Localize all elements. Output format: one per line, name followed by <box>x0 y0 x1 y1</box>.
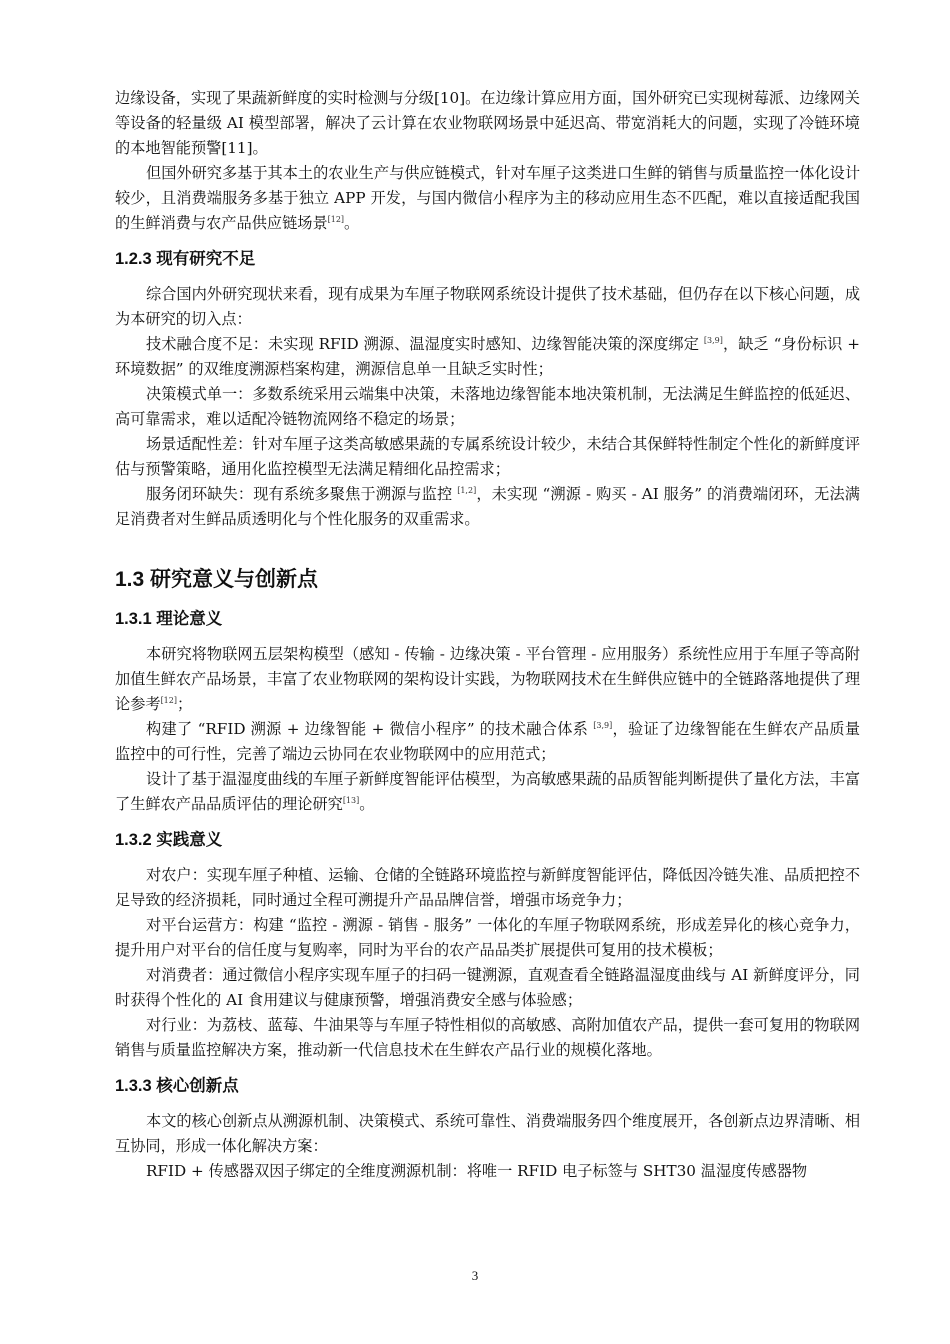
paragraph: 对平台运营方：构建 “监控 - 溯源 - 销售 - 服务” 一体化的车厘子物联网系统，形成差异化的核心竞争力，提升用户对平台的信任度与复购率，同时为平台的农产品品类扩展提供可复用的技术模板； <box>115 916 860 959</box>
paragraph: 构建了 “RFID 溯源 + 边缘智能 + 微信小程序” 的技术融合体系 [3,9]，验证了边缘智能在生鲜农产品质量监控中的可行性，完善了端边云协同在农业物联网中的应用范式； <box>115 720 861 763</box>
section-heading-1-2-3: 1.2.3 现有研究不足 <box>115 250 256 268</box>
section-heading-1-3-1: 1.3.1 理论意义 <box>115 610 223 628</box>
paragraph: 但国外研究多基于其本土的农业生产与供应链模式，针对车厘子这类进口生鲜的销售与质量监控一体化设计较少，且消费端服务多基于独立 APP 开发，与国内微信小程序为主的移动应用生态不匹配，难以直接适配我国的生鲜消费与农产品供应链场景[12]。 <box>115 164 860 232</box>
paragraph: 场景适配性差：针对车厘子这类高敏感果蔬的专属系统设计较少，未结合其保鲜特性制定个性化的新鲜度评估与预警策略，通用化监控模型无法满足精细化品控需求； <box>115 435 860 478</box>
citation: [12] <box>160 696 177 705</box>
paragraph: 综合国内外研究现状来看，现有成果为车厘子物联网系统设计提供了技术基础，但仍存在以下核心问题，成为本研究的切入点： <box>115 285 860 328</box>
citation: [12] <box>327 215 345 224</box>
paragraph: 设计了基于温湿度曲线的车厘子新鲜度智能评估模型，为高敏感果蔬的品质智能判断提供了量化方法，丰富了生鲜农产品品质评估的理论研究[13]。 <box>115 770 860 813</box>
section-heading-1-3-3: 1.3.3 核心创新点 <box>115 1077 239 1095</box>
paragraph: 边缘设备，实现了果蔬新鲜度的实时检测与分级[10]。在边缘计算应用方面，国外研究已实现树莓派、边缘网关等设备的轻量级 AI 模型部署，解决了云计算在农业物联网场景中延迟高、带宽消耗大的问题，实现了冷链环境的本地智能预警[11]。 <box>115 89 860 157</box>
paragraph: 本研究将物联网五层架构模型（感知 - 传输 - 边缘决策 - 平台管理 - 应用服务）系统性应用于车厘子等高附加值生鲜农产品场景，丰富了农业物联网的架构设计实践，为物联网技术在生鲜供应链中的全链路落地提供了理论参考[12]； <box>115 645 860 713</box>
citation: [1,2] <box>457 486 477 495</box>
paragraph: 技术融合度不足：未实现 RFID 溯源、温湿度实时感知、边缘智能决策的深度绑定 [3,9]，缺乏 “身份标识 + 环境数据” 的双维度溯源档案构建，溯源信息单一且缺乏实时性； <box>115 335 860 378</box>
document-body <box>115 86 860 1184</box>
citation: [3,9] <box>703 336 723 345</box>
paragraph: 服务闭环缺失：现有系统多聚焦于溯源与监控 [1,2]，未实现 “溯源 - 购买 - AI 服务” 的消费端闭环，无法满足消费者对生鲜品质透明化与个性化服务的双重需求。 <box>115 485 860 528</box>
citation: [3,9] <box>593 721 613 730</box>
paragraph: 对消费者：通过微信小程序实现车厘子的扫码一键溯源，直观查看全链路温湿度曲线与 AI 新鲜度评分，同时获得个性化的 AI 食用建议与健康预警，增强消费安全感与体验感； <box>115 966 860 1009</box>
paragraph: 对行业：为荔枝、蓝莓、牛油果等与车厘子特性相似的高敏感、高附加值农产品，提供一套可复用的物联网销售与质量监控解决方案，推动新一代信息技术在生鲜农产品行业的规模化落地。 <box>115 1016 860 1059</box>
section-heading-1-3-2: 1.3.2 实践意义 <box>115 831 223 849</box>
paragraph: 决策模式单一：多数系统采用云端集中决策，未落地边缘智能本地决策机制，无法满足生鲜监控的低延迟、高可靠需求，难以适配冷链物流网络不稳定的场景； <box>115 385 860 428</box>
page-number: 3 <box>471 1268 479 1283</box>
paragraph: 对农户：实现车厘子种植、运输、仓储的全链路环境监控与新鲜度智能评估，降低因冷链失准、品质把控不足导致的经济损耗，同时通过全程可溯提升产品品牌信誉，增强市场竞争力； <box>115 866 860 909</box>
section-heading-1-3: 1.3 研究意义与创新点 <box>115 568 319 591</box>
paragraph: 本文的核心创新点从溯源机制、决策模式、系统可靠性、消费端服务四个维度展开，各创新点边界清晰、相互协同，形成一体化解决方案： <box>115 1112 860 1155</box>
paragraph: RFID + 传感器双因子绑定的全维度溯源机制：将唯一 RFID 电子标签与 SHT30 温湿度传感器物 <box>146 1162 808 1180</box>
citation: [13] <box>342 796 360 805</box>
